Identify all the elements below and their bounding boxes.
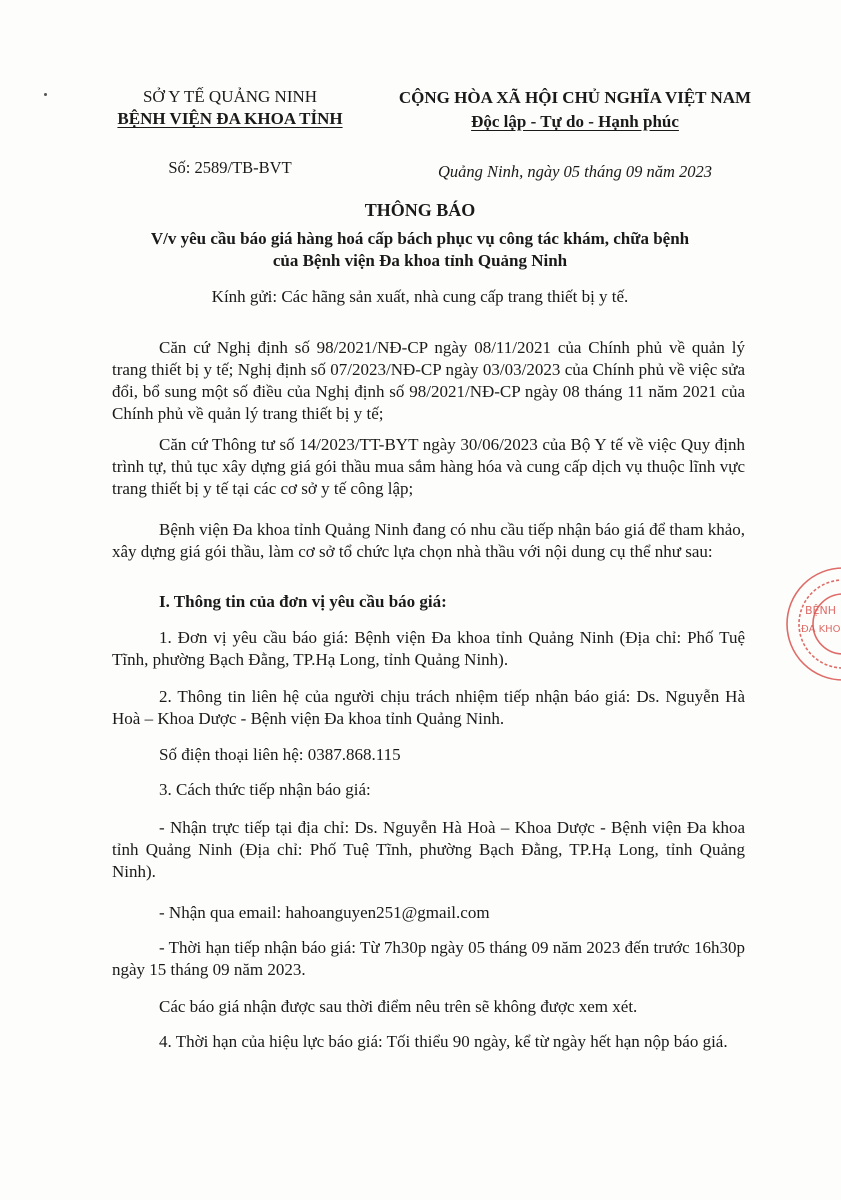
hospital-seal-stamp — [781, 562, 841, 687]
issuer-hospital: BỆNH VIỆN ĐA KHOA TỈNH — [117, 109, 343, 128]
receive-by-email: - Nhận qua email: hahoanguyen251@gmail.com — [159, 903, 490, 922]
legal-basis-paragraph-1: Căn cứ Nghị định số 98/2021/NĐ-CP ngày 08/11/2021 của Chính phủ về quản lý trang thiết bị y tế; Nghị định số 07/2023/NĐ-CP ngày 03/03/2023 của Chính phủ về việc sửa đổi, bổ sung một số điều của Nghị định số 98/2021/NĐ-CP ngày 08 tháng 11 năm 2021 của Chính phủ về quản lý trang thiết bị y tế; — [112, 338, 745, 423]
scan-speck — [44, 93, 47, 96]
subject-line-2: của Bệnh viện Đa khoa tỉnh Quảng Ninh — [272, 251, 568, 270]
requesting-unit-item: 1. Đơn vị yêu cầu báo giá: Bệnh viện Đa khoa tỉnh Quảng Ninh (Địa chỉ: Phố Tuệ Tĩnh, phường Bạch Đằng, TP.Hạ Long, tỉnh Quảng Ninh). — [112, 628, 745, 669]
document-subject — [100, 228, 740, 272]
issuer-block — [95, 86, 365, 130]
contact-person-item: 2. Thông tin liên hệ của người chịu trách nhiệm tiếp nhận báo giá: Ds. Nguyễn Hà Hoà – Khoa Dược - Bệnh viện Đa khoa tỉnh Quảng Ninh. — [112, 687, 745, 728]
national-motto-block — [375, 86, 775, 134]
seal-text-2: ĐA KHO — [801, 624, 841, 635]
subject-line-1: V/v yêu cầu báo giá hàng hoá cấp bách phục vụ công tác khám, chữa bệnh — [150, 229, 690, 248]
seal-text-1: BỆNH — [805, 604, 836, 617]
legal-basis-paragraph-2: Căn cứ Thông tư số 14/2023/TT-BYT ngày 30/06/2023 của Bộ Y tế về việc Quy định trình tự, thủ tục xây dựng giá gói thầu mua sắm hàng hóa và cung cấp dịch vụ thuộc lĩnh vực trang thiết bị y tế tại các cơ sở y tế công lập; — [112, 435, 745, 498]
national-motto: Độc lập - Tự do - Hạnh phúc — [471, 112, 679, 131]
section-1-heading: I. Thông tin của đơn vị yêu cầu báo giá: — [159, 592, 447, 611]
recipient-line: Kính gửi: Các hãng sản xuất, nhà cung cấp trang thiết bị y tế. — [211, 287, 629, 306]
request-paragraph: Bệnh viện Đa khoa tỉnh Quảng Ninh đang có nhu cầu tiếp nhận báo giá để tham khảo, xây dựng giá gói thầu, làm cơ sở tổ chức lựa chọn nhà thầu với nội dung cụ thể như sau: — [112, 520, 745, 561]
place-date: Quảng Ninh, ngày 05 tháng 09 năm 2023 — [437, 162, 713, 181]
document-number: Số: 2589/TB-BVT — [168, 158, 292, 177]
receive-in-person: - Nhận trực tiếp tại địa chỉ: Ds. Nguyễn Hà Hoà – Khoa Dược - Bệnh viện Đa khoa tỉnh Quảng Ninh (Địa chỉ: Phố Tuệ Tĩnh, phường Bạch Đằng, TP.Hạ Long, tỉnh Quảng Ninh). — [112, 818, 745, 881]
receiving-method-item: 3. Cách thức tiếp nhận báo giá: — [159, 780, 371, 799]
issuer-department: SỞ Y TẾ QUẢNG NINH — [142, 87, 318, 106]
phone-line: Số điện thoại liên hệ: 0387.868.115 — [159, 745, 401, 764]
validity-item: 4. Thời hạn của hiệu lực báo giá: Tối thiểu 90 ngày, kể từ ngày hết hạn nộp báo giá. — [159, 1032, 728, 1051]
national-title: CỘNG HÒA XÃ HỘI CHỦ NGHĨA VIỆT NAM — [398, 88, 752, 107]
document-title: THÔNG BÁO — [364, 200, 476, 220]
late-submission-note: Các báo giá nhận được sau thời điểm nêu trên sẽ không được xem xét. — [159, 997, 638, 1016]
receiving-deadline: - Thời hạn tiếp nhận báo giá: Từ 7h30p ngày 05 tháng 09 năm 2023 đến trước 16h30p ngày 15 tháng 09 năm 2023. — [112, 938, 745, 979]
